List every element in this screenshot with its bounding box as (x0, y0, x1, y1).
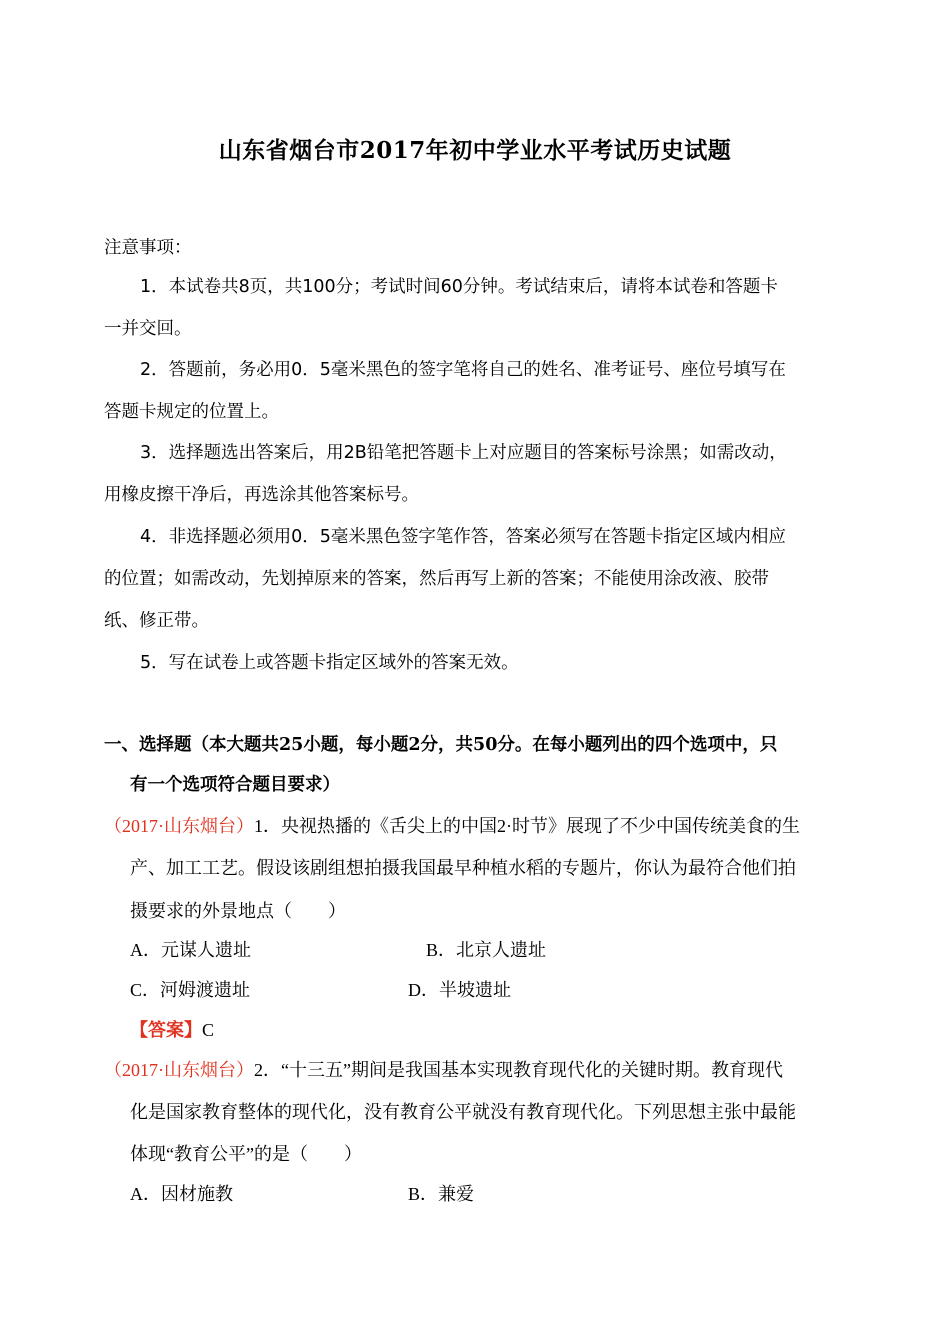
notice-line: 纸、修正带。 (104, 611, 209, 631)
option-a: A．因材施教 (130, 1184, 233, 1204)
notice-line: 一并交回。 (104, 319, 192, 339)
option-d: D．半坡遗址 (408, 980, 511, 1000)
question-1-line: 产、加工工艺。假设该剧组想拍摄我国最早种植水稻的专题片，你认为最符合他们拍 (130, 858, 796, 878)
question-source: （2017·山东烟台） (104, 1060, 254, 1080)
notice-line: 2．答题前，务必用0．5毫米黑色的签字笔将自己的姓名、准考证号、座位号填写在 (140, 360, 786, 380)
question-1-line: 摄要求的外景地点（ ） (130, 901, 346, 921)
option-b: B．北京人遗址 (426, 940, 547, 960)
notice-line: 用橡皮擦干净后，再选涂其他答案标号。 (104, 485, 419, 505)
notice-line: 的位置；如需改动，先划掉原来的答案，然后再写上新的答案；不能使用涂改液、胶带 (104, 569, 769, 589)
notice-line: 答题卡规定的位置上。 (104, 402, 279, 422)
notice-line: 4．非选择题必须用0．5毫米黑色签字笔作答，答案必须写在答题卡指定区域内相应 (140, 527, 786, 547)
option-c: C．河姆渡遗址 (130, 980, 251, 1000)
question-2-line: 化是国家教育整体的现代化，没有教育公平就没有教育现代化。下列思想主张中最能 (130, 1102, 796, 1122)
question-2-first-line (104, 1056, 783, 1082)
option-b: B．兼爱 (408, 1184, 475, 1204)
section-heading: 一、选择题（本大题共25小题，每小题2分，共50分。在每小题列出的四个选项中，只 (104, 735, 778, 755)
option-a: A．元谋人遗址 (130, 940, 251, 960)
question-text: 2．“十三五”期间是我国基本实现教育现代化的关键时期。教育现代 (254, 1060, 783, 1080)
answer-tag: 【答案】 (130, 1020, 202, 1040)
answer-line (130, 1016, 214, 1042)
section-heading-continued: 有一个选项符合题目要求） (130, 775, 340, 795)
question-2-line: 体现“教育公平”的是（ ） (130, 1144, 362, 1164)
question-1-first-line (104, 812, 800, 838)
notice-heading: 注意事项： (104, 238, 192, 258)
question-text: 1．央视热播的《舌尖上的中国2·时节》展现了不少中国传统美食的生 (254, 816, 800, 836)
notice-line: 1．本试卷共8页，共100分；考试时间60分钟。考试结束后，请将本试卷和答题卡 (140, 277, 778, 297)
notice-line: 3．选择题选出答案后，用2B铅笔把答题卡上对应题目的答案标号涂黑；如需改动， (140, 443, 787, 463)
answer-value: C (202, 1020, 215, 1040)
notice-line: 5．写在试卷上或答题卡指定区域外的答案无效。 (140, 653, 519, 673)
page-title: 山东省烟台市2017年初中学业水平考试历史试题 (218, 137, 732, 164)
question-source: （2017·山东烟台） (104, 816, 254, 836)
